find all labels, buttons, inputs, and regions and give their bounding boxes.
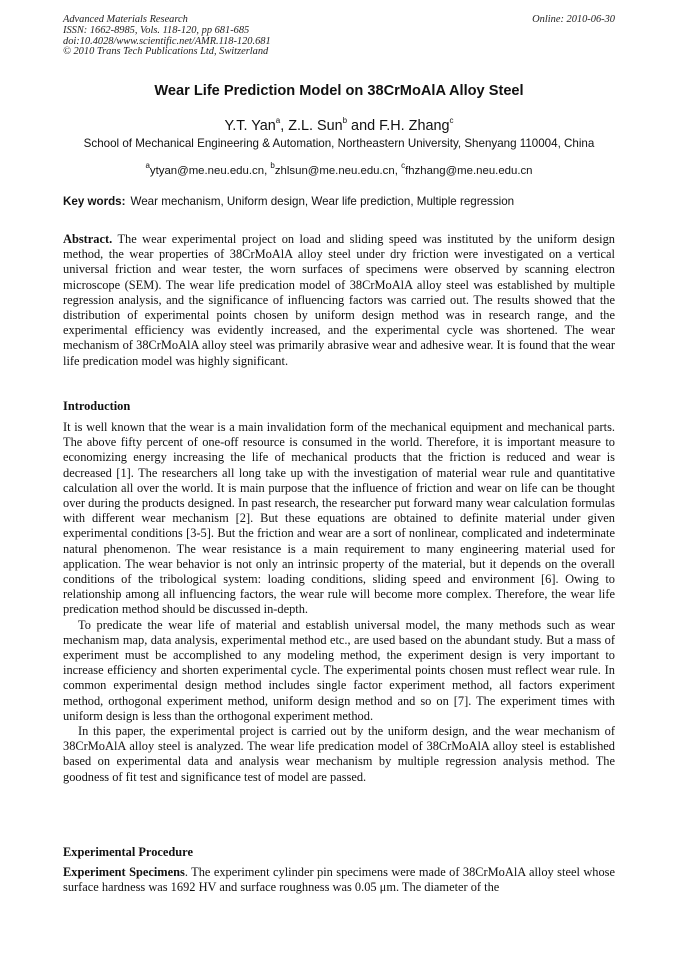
- abstract-text: The wear experimental project on load and sliding speed was instituted by the uniform design method, the wear properties of 38CrMoAlA alloy steel under dry friction were investigated on a vertical universal friction and wear tester, the worn surfaces of specimens were observed by scanning electron microscope (SEM). The wear life predication model of 38CrMoAlA alloy steel was established by multiple regression analysis, and the significance of influencing factors was carried out. The results showed that the distribution of experimental points chosen by uniform design method was in research range, and the experimental efficiency was evidently increased, and the experimental cycle was shortened. The wear mechanism of 38CrMoAlA alloy steel was primarily abrasive wear and adhesive wear. It is found that the wear life predication model was highly significant.: [63, 232, 615, 368]
- email-separator: ,: [264, 164, 271, 177]
- keywords: [63, 194, 615, 209]
- subsection-label: Experiment Specimens: [63, 865, 185, 879]
- email-mark: c: [401, 161, 406, 170]
- author-name: Y.T. Yan: [224, 117, 276, 134]
- email-address[interactable]: ytyan@me.neu.edu.cn: [149, 164, 265, 177]
- copyright-line: © 2010 Trans Tech Publications Ltd, Switzerland: [63, 46, 269, 58]
- experimental-body: [63, 865, 615, 895]
- author-line: [63, 113, 615, 135]
- author-separator: ,: [280, 117, 289, 134]
- email-mark: a: [145, 161, 150, 170]
- email-address[interactable]: fhzhang@me.neu.edu.cn: [405, 164, 533, 177]
- paragraph: . The experiment cylinder pin specimens were made of 38CrMoAlA alloy steel whose surface hardness was 1692 HV and surface roughness was 0.05 μm. The diameter of the: [63, 865, 615, 895]
- issn-line: ISSN: 1662-8985, Vols. 118-120, pp 681-685: [63, 24, 250, 36]
- introduction-body: [63, 420, 615, 785]
- doi-line: doi:10.4028/www.scientific.net/AMR.118-120.681: [63, 35, 271, 47]
- paragraph: It is well known that the wear is a main invalidation form of the mechanical equipment and mechanical parts. The above fifty percent of one-off resource is consumed in the world. Therefore, it is important measure to economizing energy increasing the life of mechanical products that the friction is reduced and wear is decreased [1]. The researchers all long take up with the investigation of material wear rule and quantitative calculation all over the world. It is main purpose that the influence of friction and wear on life can be thought over during the products designed. In past research, the researcher put forward many wear calculation formulas with different wear mechanism [2]. But these equations are obtained to definite material under given experimental conditions [3-5]. But the friction and wear are a sort of nonlinear, complicated and indeterminate natural phenomenon. The wear resistance is a main requirement to many engineering material used for application. The wear behavior is not only an intrinsic property of the material, but it depends on the overall conditions of the tribological system: loading conditions, sliding speed and environment [6]. Owing to relationship among all influencing factors, the wear rule will become more complex. Therefore, the wear life predication method should be discussed in-depth.: [63, 420, 615, 617]
- abstract: [63, 232, 615, 369]
- author-separator: and: [347, 117, 380, 134]
- journal-header: [63, 15, 483, 58]
- keywords-label: Key words:: [63, 195, 126, 208]
- email-address[interactable]: zhlsun@me.neu.edu.cn: [274, 164, 395, 177]
- paragraph: To predicate the wear life of material and establish universal model, the many methods such as wear mechanism map, data analysis, experimental method etc., are used based on the abundant study. But a mass of experiment must be accomplished to any modeling method, the experiment design is very important to increase efficiency and shorten experimental cycle. The experimental points chosen must reflect wear rule. In common experimental design method includes single factor experiment method, all factors experiment method, orthogonal experiment method, uniform design method and so on [7]. The experiment times with uniform design is less than the orthogonal experiment method.: [63, 617, 615, 723]
- paper-title: Wear Life Prediction Model on 38CrMoAlA Alloy Steel: [154, 83, 524, 99]
- author-mark: b: [342, 116, 348, 125]
- author-mark: a: [275, 116, 281, 125]
- affiliation: School of Mechanical Engineering & Automation, Northeastern University, Shenyang 110004, China: [83, 137, 595, 150]
- section-heading-introduction: Introduction: [63, 399, 131, 413]
- journal-name: Advanced Materials Research: [63, 14, 188, 25]
- email-line: [63, 159, 615, 179]
- section-heading-experimental-procedure: Experimental Procedure: [63, 845, 193, 859]
- author-name: Z.L. Sun: [288, 117, 343, 134]
- email-mark: b: [270, 161, 275, 170]
- email-separator: ,: [394, 164, 402, 177]
- author-mark: c: [449, 116, 454, 125]
- keywords-list: Wear mechanism, Uniform design, Wear life prediction, Multiple regression: [130, 195, 515, 208]
- online-date: Online: 2010-06-30: [532, 14, 615, 25]
- author-name: F.H. Zhang: [379, 117, 450, 134]
- abstract-label: Abstract.: [63, 232, 113, 246]
- paragraph: In this paper, the experimental project is carried out by the uniform design, and the wear mechanism of 38CrMoAlA alloy steel is analyzed. The wear life predication model of 38CrMoAlA alloy steel is established based on experimental data and analysis wear mechanism by multiple regression analysis method. The goodness of fit test and significance test of model are passed.: [63, 724, 615, 784]
